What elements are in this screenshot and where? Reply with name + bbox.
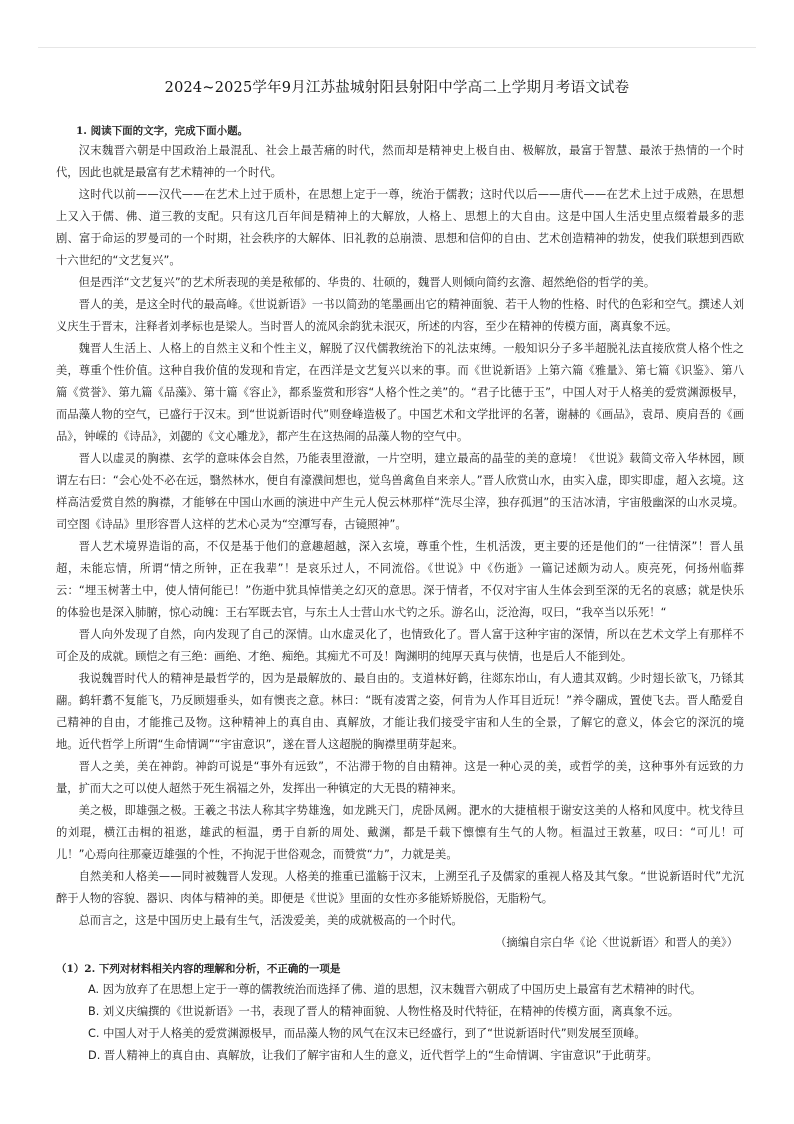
passage-paragraph: 晋人艺术境界造诣的高，不仅是基于他们的意趣超越，深入玄境，尊重个性，生机活泼，更主要的还是他们的“一往情深”！晋人虽超，未能忘情，所谓“情之所钟，正在我辈”！是哀乐过人，不同流俗。《世说》中《伤逝》一篇记述颇为动人。庾亮死，何扬州临葬云：“埋玉树著土中，使人情何能已！”伤逝中犹具悼惜美之幻灭的意思。深于情者，不仅对宇宙人生体会到至深的无名的哀感；就是快乐的体验也是深入肺腑，惊心动魄：王右军既去官，与东土人士营山水弋钓之乐。游名山，泛沧海，叹曰，“我卒当以乐死！“ (56, 540, 744, 619)
passage-source: （摘编自宗白华《论〈世说新语〉和晋人的美》） (495, 936, 738, 949)
passage-paragraph: 晋人之美，美在神韵。神韵可说是“事外有远致”，不沾滞于物的自由精神。这是一种心灵的美，或哲学的美，这种事外有远致的力量，扩而大之可以使人超然于死生祸福之外，发挥出一种镇定的大无畏的精神来。 (56, 760, 744, 795)
header-divider (38, 47, 756, 48)
passage-paragraph: 美之极，即雄强之极。王羲之书法人称其字势雄逸，如龙跳天门，虎卧凤阙。淝水的大捷植根于谢安这美的人格和风度中。枕戈待旦的刘琨，横江击楫的祖逖，雄武的桓温，勇于自新的周处、戴渊，都是千载下懔懔有生气的人物。桓温过王敦墓，叹曰：“可儿！可儿！”心焉向往那豪迈雄强的个性，不拘泥于世俗观念，而赞赏“力”，力就是美。 (56, 804, 744, 861)
passage-paragraph: 但是西洋“文艺复兴”的艺术所表现的美是秾郁的、华贵的、壮硕的，魏晋人则倾向简约玄澹、超然绝俗的哲学的美。 (78, 276, 656, 289)
passage-paragraph: 汉末魏晋六朝是中国政治上最混乱、社会上最苦痛的时代，然而却是精神史上极自由、极解放，最富于智慧、最浓于热情的一个时代，因此也就是最富有艺术精神的一个时代。 (56, 144, 744, 179)
answer-options (88, 979, 748, 1067)
passage-paragraph: 这时代以前——汉代——在艺术上过于质朴，在思想上定于一尊，统治于儒教；这时代以后——唐代——在艺术上过于成熟，在思想上又入于儒、佛、道三教的支配。只有这几百年间是精神上的大解放，人格上、思想上的大自由。这是中国人生活史里点缀着最多的悲剧、富于命运的罗曼司的一个时期，社会秩序的大解体、旧礼教的总崩溃、思想和信仰的自由、艺术创造精神的勃发，使我们联想到西欧十六世纪的“文艺复兴”。 (56, 188, 744, 267)
passage-paragraph: 魏晋人生活上、人格上的自然主义和个性主义，解脱了汉代儒教统治下的礼法束缚。一般知识分子多半超脱礼法直接欣赏人格个性之美，尊重个性价值。这种自我价值的发现和肯定，在西洋是文艺复兴以来的事。而《世说新语》上第六篇《雅量》、第七篇《识鉴》、第八篇《赏誉》、第九篇《品藻》、第十篇《容止》，都系鉴赏和形容“人格个性之美”的。“君子比德于玉”，中国人对于人格美的爱赏渊源极早，而品藻人物的空气，已盛行于汉末。到“世说新语时代”则登峰造极了。中国艺术和文学批评的名著，谢赫的《画品》，袁昂、庾肩吾的《画品》，钟嵘的《诗品》，刘勰的《文心雕龙》，都产生在这热闹的品藻人物的空气中。 (56, 342, 744, 443)
question-heading: 1. 阅读下面的文字，完成下面小题。 (76, 125, 249, 137)
passage-paragraph: 晋人向外发现了自然，向内发现了自己的深情。山水虚灵化了，也情致化了。晋人富于这种宇宙的深情，所以在艺术文学上有那样不可企及的成就。顾恺之有三绝：画绝、才绝、痴绝。其痴尤不可及！陶渊明的纯厚天真与侠情，也是后人不能到处。 (56, 628, 744, 663)
option-d[interactable]: D. 晋人精神上的真自由、真解放，让我们了解宇宙和人生的意义，近代哲学上的“生命情调、宇宙意识”于此萌芽。 (88, 1049, 658, 1062)
passage-paragraph: 晋人的美，是这全时代的最高峰。《世说新语》一书以简劲的笔墨画出它的精神面貌、若干人物的性格、时代的色彩和空气。撰述人刘义庆生于晋末，注释者刘孝标也是梁人。当时晋人的流风余韵犹未泯灭，所述的内容，至少在精神的传模方面，离真象不远。 (56, 298, 744, 333)
passage-paragraph: 自然美和人格美——同时被魏晋人发现。人格美的推重已滥觞于汉末，上溯至孔子及儒家的重视人格及其气象。“世说新语时代”尤沉醉于人物的容貌、器识、肉体与精神的美。即便是《世说》里面的女性亦多能矫矫脱俗，无脂粉气。 (56, 870, 744, 905)
option-a[interactable]: A. 因为放弃了在思想上定于一尊的儒教统治而选择了佛、道的思想，汉末魏晋六朝成了中国历史上最富有艺术精神的时代。 (88, 983, 702, 996)
option-b[interactable]: B. 刘义庆编撰的《世说新语》一书，表现了晋人的精神面貌、人物性格及时代特征，在精神的传模方面，离真象不远。 (88, 1005, 680, 1018)
passage-paragraph: 我说魏晋时代人的精神是最哲学的，因为是最解放的、最自由的。支道林好鹤，往郯东岇山，有人遗其双鹤。少时翅长欲飞，乃铩其翮。鹤轩翥不复能飞，乃反顾翅垂头，如有懊丧之意。林曰：“既有凌霄之姿，何肯为人作耳目近玩！”养令翮成，置使飞去。晋人酷爱自己精神的自由，才能推己及物。这种精神上的真自由、真解放，才能让我们接受宇宙和人生的全景，了解它的意义，体会它的深沉的境地。近代哲学上所谓“生命情调”“宇宙意识”，遂在晋人这超脱的胸襟里萌芽起来。 (56, 672, 744, 751)
passage-paragraph: 总而言之，这是中国历史上最有生气，活泼爱美，美的成就极高的一个时代。 (78, 914, 463, 927)
sub-question: （1）2. 下列对材料相关内容的理解和分析，不正确的一项是 (56, 963, 341, 975)
option-c[interactable]: C. 中国人对于人格美的爱赏渊源极早，而品藻人物的风气在汉末已经盛行，到了“世说新语时代”则发展至顶峰。 (88, 1027, 646, 1040)
reading-passage (56, 140, 744, 954)
page-title: 2024~2025学年9月江苏盐城射阳县射阳中学高二上学期月考语文试卷 (164, 80, 630, 96)
passage-paragraph: 晋人以虚灵的胸襟、玄学的意味体会自然，乃能表里澄澈，一片空明，建立最高的晶莹的美的意境！《世说》载简文帝入华林园，顾谓左右曰：“会心处不必在远，翳然林水，便自有濠濮间想也，觉鸟兽禽鱼自来亲人。”晋人欣赏山水，由实入虚，即实即虚，超入玄境。这样高洁爱赏自然的胸襟，才能够在中国山水画的演进中产生元人倪云林那样“洗尽尘滓，独存孤迥”的玉洁冰清，宇宙般幽深的山水灵境。司空图《诗品》里形容晋人这样的艺术心灵为“空潭写春，古镜照神”。 (56, 452, 744, 531)
